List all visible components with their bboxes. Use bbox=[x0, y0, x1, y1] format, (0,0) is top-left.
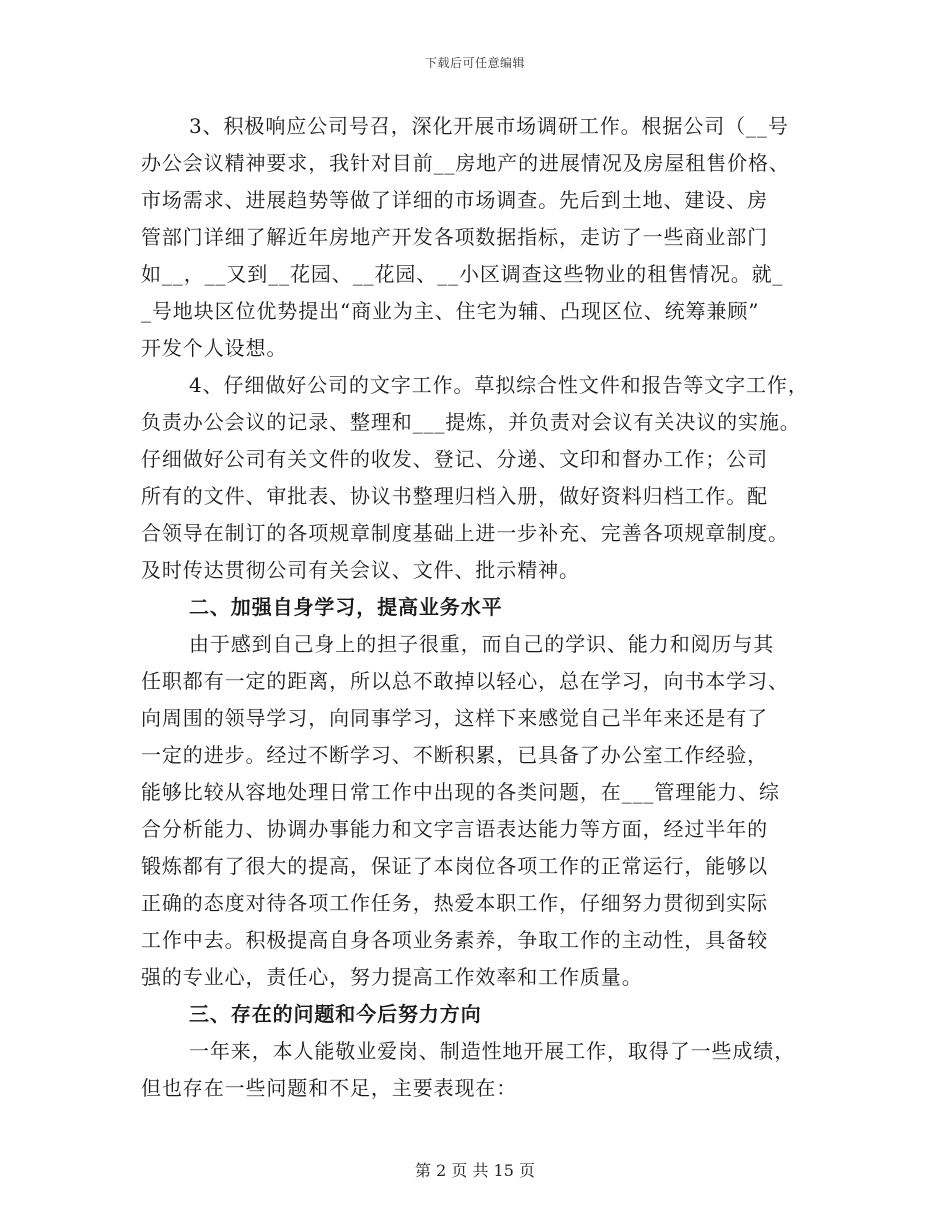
section-2-line: 工作中去。积极提高自身各项业务素养，争取工作的主动性，具备较 bbox=[141, 928, 768, 952]
section-2-line: 合分析能力、协调办事能力和文字言语表达能力等方面，经过半年的 bbox=[141, 817, 768, 841]
paragraph-3-line: 市场需求、进展趋势等做了详细的市场调查。先后到土地、建设、房 bbox=[141, 188, 768, 212]
section-heading-2: 二、加强自身学习，提高业务水平 bbox=[189, 595, 503, 619]
page-header-note: 下载后可任意编辑 bbox=[424, 56, 525, 70]
page-number-footer: 第 2 页 共 15 页 bbox=[415, 1161, 535, 1180]
section-2-line: 强的专业心，责任心，努力提高工作效率和工作质量。 bbox=[141, 965, 643, 989]
section-2-line: 任职都有一定的距离，所以总不敢掉以轻心，总在学习，向书本学习、 bbox=[141, 669, 789, 693]
section-2-line: 向周围的领导学习，向同事学习，这样下来感觉自己半年来还是有了 bbox=[141, 706, 768, 730]
paragraph-3-line: 办公会议精神要求，我针对目前__房地产的进展情况及房屋租售价格、 bbox=[141, 151, 790, 175]
paragraph-4-line: 及时传达贯彻公司有关会议、文件、批示精神。 bbox=[141, 558, 580, 582]
section-2-line: 一定的进步。经过不断学习、不断积累，已具备了办公室工作经验， bbox=[141, 743, 768, 767]
section-2-line: 能够比较从容地处理日常工作中出现的各类问题，在___管理能力、综 bbox=[141, 780, 780, 804]
section-3-line: 一年来，本人能敬业爱岗、制造性地开展工作，取得了一些成绩， bbox=[189, 1039, 796, 1063]
paragraph-3-line: 管部门详细了解近年房地产开发各项数据指标，走访了一些商业部门 bbox=[141, 225, 768, 249]
paragraph-4-line: 仔细做好公司有关文件的收发、登记、分递、文印和督办工作；公司 bbox=[141, 447, 768, 471]
paragraph-3-line: _号地块区位优势提出“商业为主、住宅为辅、凸现区位、统筹兼顾” bbox=[141, 299, 760, 323]
paragraph-4-line: 4、仔细做好公司的文字工作。草拟综合性文件和报告等文字工作， bbox=[189, 373, 809, 397]
section-2-line: 正确的态度对待各项工作任务，热爱本职工作，仔细努力贯彻到实际 bbox=[141, 891, 768, 915]
paragraph-3-line: 如__，__又到__花园、__花园、__小区调查这些物业的租售情况。就_ bbox=[141, 262, 784, 286]
paragraph-3-line: 3、积极响应公司号召，深化开展市场调研工作。根据公司（__号 bbox=[189, 114, 789, 138]
paragraph-3-line: 开发个人设想。 bbox=[141, 336, 288, 360]
paragraph-4-line: 所有的文件、审批表、协议书整理归档入册，做好资料归档工作。配 bbox=[141, 484, 768, 508]
section-heading-3: 三、存在的问题和今后努力方向 bbox=[189, 1002, 482, 1026]
paragraph-4-line: 负责办公会议的记录、整理和___提炼，并负责对会议有关决议的实施。 bbox=[141, 410, 801, 434]
paragraph-4-line: 合领导在制订的各项规章制度基础上进一步补充、完善各项规章制度。 bbox=[141, 521, 789, 545]
section-2-line: 由于感到自己身上的担子很重，而自己的学识、能力和阅历与其 bbox=[189, 632, 775, 656]
section-2-line: 锻炼都有了很大的提高，保证了本岗位各项工作的正常运行，能够以 bbox=[141, 854, 768, 878]
section-3-line: 但也存在一些问题和不足，主要表现在： bbox=[141, 1076, 518, 1100]
